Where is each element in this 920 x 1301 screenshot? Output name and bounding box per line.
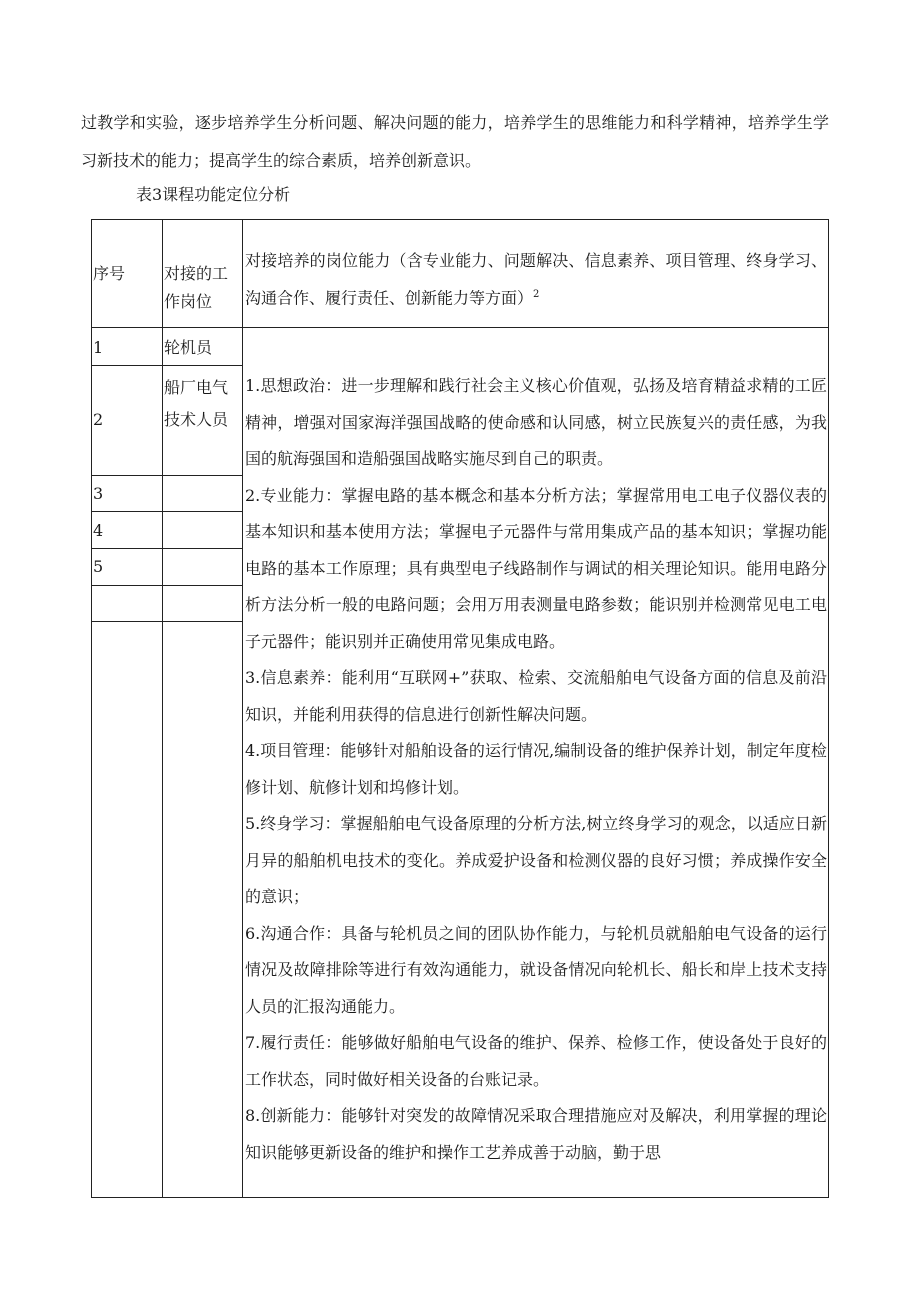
row-2-index: 2: [93, 410, 104, 429]
row-4-index: 4: [93, 521, 104, 540]
row-1-post: 轮机员: [164, 338, 213, 357]
row-5-index: 5: [93, 557, 104, 576]
ability-item-political: 1.思想政治：进一步理解和践行社会主义核心价值观，弘扬及培育精益求精的工匠精神，增强对国家海洋强国战略的使命感和认同感，树立民族复兴的责任感，为我国的航海强国和造船强国战略实施尽到自己的职责。: [245, 376, 827, 468]
ability-item-responsibility: 7.履行责任：能够做好船舶电气设备的维护、保养、检修工作，使设备处于良好的工作状态，同时做好相关设备的台账记录。: [245, 1033, 827, 1089]
ability-item-lifelong-learning: 5.终身学习：掌握船舶电气设备原理的分析方法,树立终身学习的观念，以适应日新月异的船舶机电技术的变化。养成爱护设备和检测仪器的良好习惯；养成操作安全的意识；: [245, 814, 827, 906]
row-3-index: 3: [93, 484, 104, 503]
ability-item-professional: 2.专业能力：掌握电路的基本概念和基本分析方法；掌握常用电工电子仪器仪表的基本知识和基本使用方法；掌握电子元器件与常用集成产品的基本知识；掌握功能电路的基本工作原理；具有典型电子线路制作与调试的相关理论知识。能用电路分析方法分析一般的电路问题；会用万用表测量电路参数；能识别并检测常见电工电子元器件；能识别并正确使用常见集成电路。: [245, 485, 827, 651]
header-ability: [245, 244, 827, 315]
header-post: 对接的工作岗位: [164, 264, 229, 311]
header-ability-text: 对接培养的岗位能力（含专业能力、问题解决、信息素养、项目管理、终身学习、沟通合作、履行责任、创新能力等方面）: [245, 251, 827, 308]
table-caption: 表3课程功能定位分析: [136, 185, 291, 204]
ability-item-information: 3.信息素养：能利用“互联网+”获取、检索、交流船舶电气设备方面的信息及前沿知识，并能利用获得的信息进行创新性解决问题。: [245, 668, 827, 724]
row-1-index: 1: [93, 338, 104, 357]
header-ability-footnote: 2: [533, 289, 540, 300]
ability-item-innovation: 8.创新能力：能够针对突发的故障情况采取合理措施应对及解决，利用掌握的理论知识能够更新设备的维护和操作工艺养成善于动脑，勤于思: [245, 1106, 827, 1162]
ability-item-communication: 6.沟通合作：具备与轮机员之间的团队协作能力，与轮机员就船舶电气设备的运行情况及故障排除等进行有效沟通能力，就设备情况向轮机长、船长和岸上技术支持人员的汇报沟通能力。: [245, 923, 827, 1016]
intro-paragraph: 过教学和实验，逐步培养学生分析问题、解决问题的能力，培养学生的思维能力和科学精神，培养学生学习新技术的能力；提高学生的综合素质，培养创新意识。: [81, 113, 829, 170]
ability-list: [245, 368, 827, 1171]
header-index: 序号: [93, 264, 126, 283]
ability-item-project-management: 4.项目管理：能够针对船舶设备的运行情况,编制设备的维护保养计划，制定年度检修计划、航修计划和坞修计划。: [245, 741, 827, 797]
row-2-post: 船厂电气技术人员: [164, 378, 229, 429]
